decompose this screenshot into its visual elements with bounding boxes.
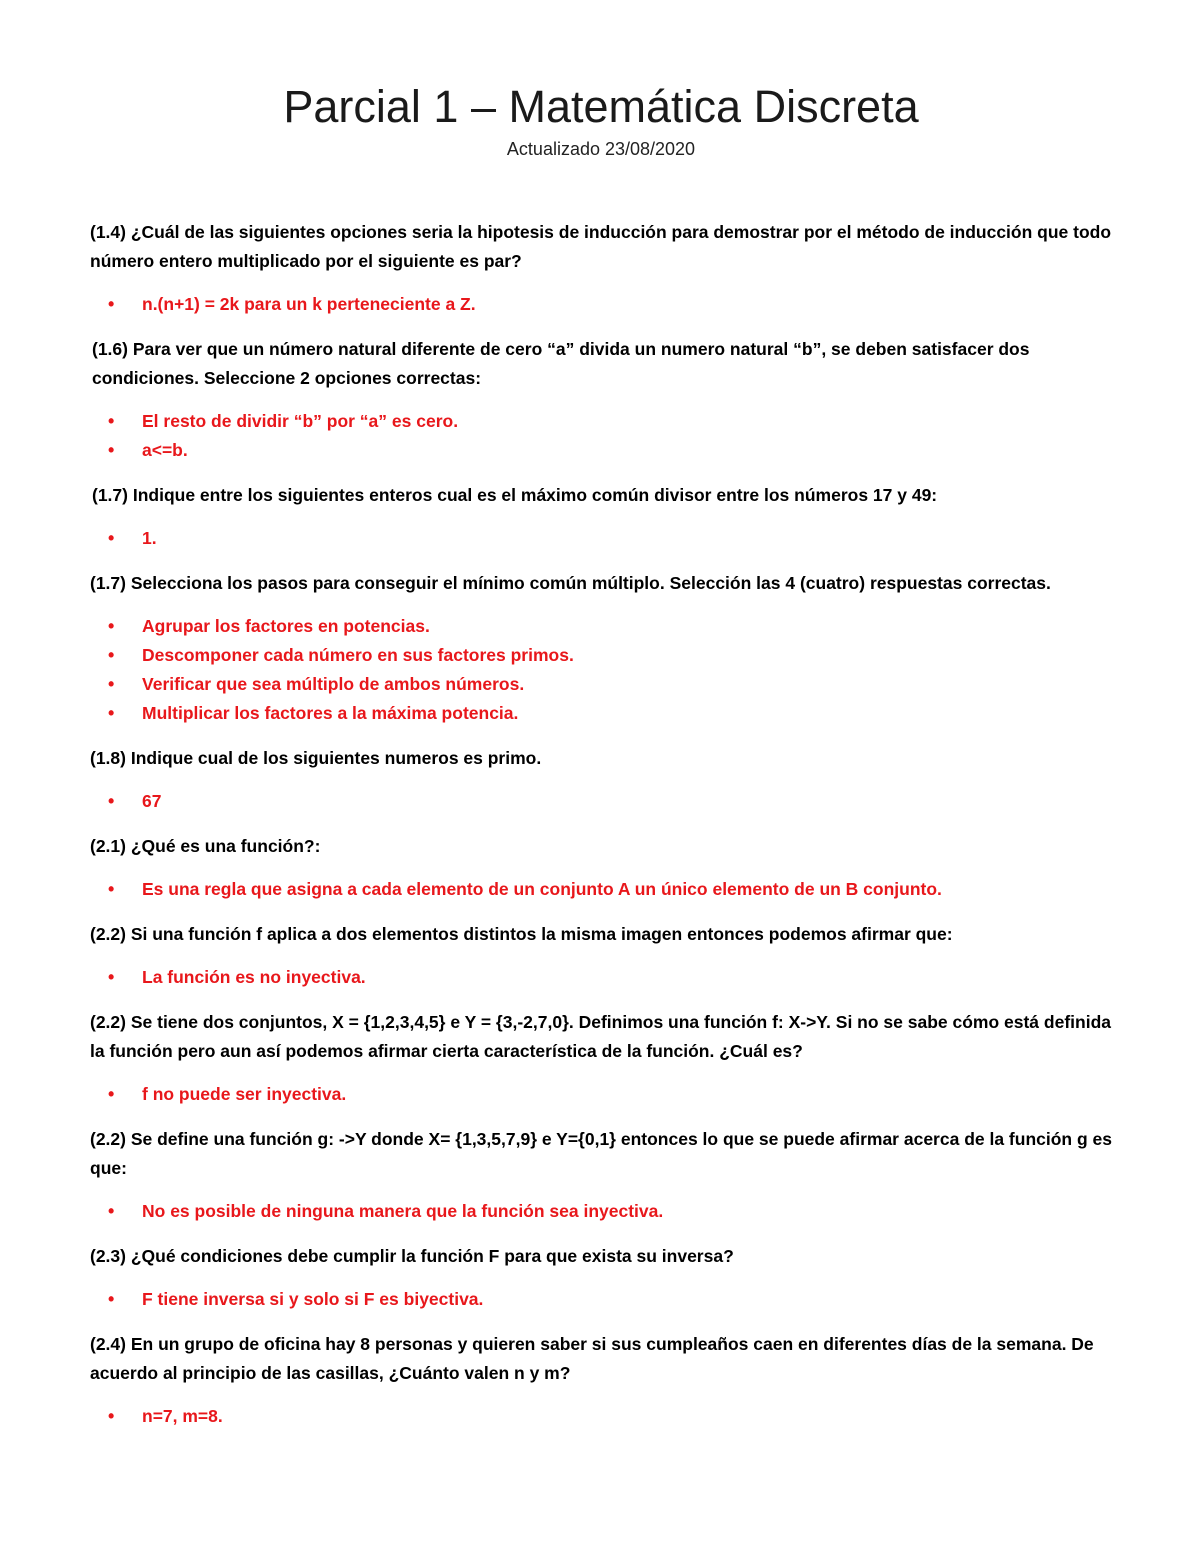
page-subtitle: Actualizado 23/08/2020	[506, 139, 696, 159]
answer-text: No es posible de ninguna manera que la función sea inyectiva.	[142, 1201, 664, 1221]
answer-text: n=7, m=8.	[142, 1406, 223, 1426]
bullet-icon: •	[108, 674, 115, 694]
answer-list	[90, 1402, 1112, 1431]
answer-list	[90, 612, 1112, 728]
bullet-icon: •	[108, 1201, 115, 1221]
bullet-icon: •	[108, 1289, 115, 1309]
answer-item	[108, 787, 1112, 816]
answer-text: El resto de dividir “b” por “a” es cero.	[142, 411, 459, 431]
question-text: (2.1) ¿Qué es una función?:	[90, 836, 321, 856]
question-block	[90, 1008, 1112, 1109]
answer-item	[108, 436, 1112, 465]
bullet-icon: •	[108, 791, 115, 811]
question-block	[90, 218, 1112, 319]
answer-text: 67	[142, 791, 162, 811]
answer-item	[108, 290, 1112, 319]
question-text: (1.7) Indique entre los siguientes enteros cual es el máximo común divisor entre los números 17 y 49:	[92, 485, 938, 505]
answer-item	[108, 875, 1112, 904]
answer-item	[108, 641, 1112, 670]
bullet-icon: •	[108, 703, 115, 723]
answer-item	[108, 963, 1112, 992]
question-block	[90, 335, 1112, 465]
bullet-icon: •	[108, 528, 115, 548]
question-text: (1.6) Para ver que un número natural diferente de cero “a” divida un numero natural “b”, se deben satisfacer dos condiciones. Seleccione 2 opciones correctas:	[92, 339, 1030, 388]
question-text: (2.3) ¿Qué condiciones debe cumplir la función F para que exista su inversa?	[90, 1246, 734, 1266]
answer-item	[108, 1197, 1112, 1226]
question-block	[90, 744, 1112, 816]
answer-item	[108, 670, 1112, 699]
question-text: (2.2) Se define una función g: ->Y donde X= {1,3,5,7,9} e Y={0,1} entonces lo que se puede afirmar acerca de la función g es que:	[90, 1129, 1112, 1178]
bullet-icon: •	[108, 294, 115, 314]
bullet-icon: •	[108, 440, 115, 460]
question-block	[90, 1125, 1112, 1226]
question-text: (2.2) Si una función f aplica a dos elementos distintos la misma imagen entonces podemos afirmar que:	[90, 924, 953, 944]
answer-list	[90, 524, 1112, 553]
question-block	[90, 481, 1112, 553]
answer-item	[108, 612, 1112, 641]
answer-list	[90, 875, 1112, 904]
answer-item	[108, 1402, 1112, 1431]
answer-text: Verificar que sea múltiplo de ambos números.	[142, 674, 525, 694]
answer-text: 1.	[142, 528, 157, 548]
answer-text: F tiene inversa si y solo si F es biyectiva.	[142, 1289, 484, 1309]
answer-list	[90, 787, 1112, 816]
answer-list	[90, 407, 1112, 465]
answer-text: Es una regla que asigna a cada elemento de un conjunto A un único elemento de un B conjunto.	[142, 879, 942, 899]
question-block	[90, 1242, 1112, 1314]
question-text: (1.7) Selecciona los pasos para conseguir el mínimo común múltiplo. Selección las 4 (cuatro) respuestas correctas.	[90, 573, 1051, 593]
answer-list	[90, 963, 1112, 992]
bullet-icon: •	[108, 1406, 115, 1426]
page-title: Parcial 1 – Matemática Discreta	[283, 81, 919, 132]
answer-text: f no puede ser inyectiva.	[142, 1084, 347, 1104]
answer-item	[108, 407, 1112, 436]
answer-list	[90, 1285, 1112, 1314]
answer-list	[90, 1080, 1112, 1109]
question-text: (2.4) En un grupo de oficina hay 8 personas y quieren saber si sus cumpleaños caen en diferentes días de la semana. De acuerdo al principio de las casillas, ¿Cuánto valen n y m?	[90, 1334, 1094, 1383]
question-block	[90, 832, 1112, 904]
bullet-icon: •	[108, 645, 115, 665]
answer-text: a<=b.	[142, 440, 188, 460]
bullet-icon: •	[108, 411, 115, 431]
question-text: (2.2) Se tiene dos conjuntos, X = {1,2,3,4,5} e Y = {3,-2,7,0}. Definimos una función f: X->Y. Si no se sabe cómo está definida la función pero aun así podemos afirmar cierta característica de la función. ¿Cuál es?	[90, 1012, 1111, 1061]
bullet-icon: •	[108, 879, 115, 899]
answer-text: n.(n+1) = 2k para un k perteneciente a Z.	[142, 294, 476, 314]
answer-list	[90, 1197, 1112, 1226]
answer-list	[90, 290, 1112, 319]
answer-item	[108, 1285, 1112, 1314]
question-block	[90, 1330, 1112, 1431]
answer-item	[108, 699, 1112, 728]
question-block	[90, 920, 1112, 992]
bullet-icon: •	[108, 616, 115, 636]
answer-text: Agrupar los factores en potencias.	[142, 616, 430, 636]
bullet-icon: •	[108, 967, 115, 987]
question-block	[90, 569, 1112, 728]
question-text: (1.8) Indique cual de los siguientes numeros es primo.	[90, 748, 542, 768]
answer-text: Multiplicar los factores a la máxima potencia.	[142, 703, 519, 723]
answer-item	[108, 524, 1112, 553]
question-text: (1.4) ¿Cuál de las siguientes opciones seria la hipotesis de inducción para demostrar por el método de inducción que todo número entero multiplicado por el siguiente es par?	[90, 222, 1112, 271]
answer-text: La función es no inyectiva.	[142, 967, 366, 987]
bullet-icon: •	[108, 1084, 115, 1104]
answer-text: Descomponer cada número en sus factores primos.	[142, 645, 574, 665]
answer-item	[108, 1080, 1112, 1109]
